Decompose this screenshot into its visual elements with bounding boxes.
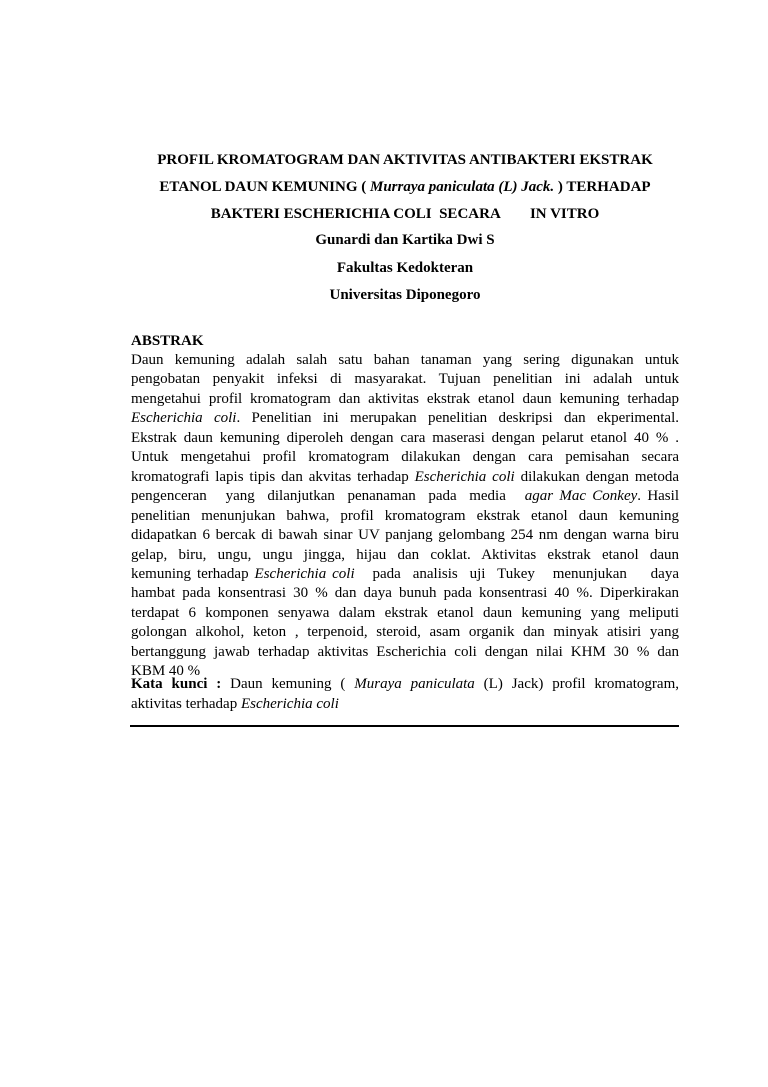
keywords-text: (L) Jack) profil kromatogram, bbox=[474, 676, 679, 692]
abstract-line bbox=[131, 409, 679, 428]
title-line-2 bbox=[100, 174, 710, 201]
title-line-2-post: ) TERHADAP bbox=[554, 179, 651, 195]
abstract-line: hambat pada konsentrasi 30 % dan daya bunuh pada konsentrasi 40 %. Diperkirakan bbox=[131, 585, 679, 602]
keywords-text: Daun kemuning ( bbox=[221, 676, 355, 692]
abstract-line bbox=[131, 468, 679, 487]
paper-title bbox=[100, 147, 710, 228]
abstract-line: didapatkan 6 bercak di bawah sinar UV panjang gelombang 254 nm dengan warna biru bbox=[131, 527, 679, 544]
species-name: Muraya paniculata bbox=[354, 676, 475, 692]
title-line-3: BAKTERI ESCHERICHIA COLI SECARA IN VITRO bbox=[210, 206, 600, 222]
abstract-line: golongan alkohol, keton , terpenoid, steroid, asam organik dan minyak atisiri yang bbox=[131, 624, 679, 641]
abstract-body bbox=[131, 351, 679, 682]
abstract-line: KBM 40 % bbox=[131, 663, 201, 680]
authors: Gunardi dan Kartika Dwi S bbox=[315, 232, 495, 248]
abstract-line: penelitian menunjukan bahwa, profil kromatogram ekstrak etanol daun kemuning bbox=[131, 507, 679, 524]
abstract-line: bertanggung jawab terhadap aktivitas Escherichia coli dengan nilai KHM 30 % dan bbox=[131, 643, 679, 660]
keywords-line bbox=[131, 695, 679, 715]
abstract-text: kemuning terhadap bbox=[131, 565, 255, 582]
section-divider bbox=[130, 725, 679, 727]
abstract-line: Ekstrak daun kemuning diperoleh dengan cara maserasi dengan pelarut etanol 40 % . bbox=[131, 429, 679, 446]
abstract-line: Daun kemuning adalah salah satu bahan tanaman yang sering digunakan untuk bbox=[131, 352, 679, 368]
abstract-line: Untuk mengetahui profil kromatogram dilakukan dengan cara pemisahan secara bbox=[131, 449, 679, 466]
abstract-text: . Hasil bbox=[637, 488, 679, 505]
title-line-1: PROFIL KROMATOGRAM DAN AKTIVITAS ANTIBAKTERI EKSTRAK bbox=[157, 152, 653, 168]
abstract-line bbox=[131, 487, 679, 506]
author-block bbox=[100, 227, 710, 310]
species-name: Escherichia coli bbox=[131, 410, 237, 427]
abstract-line bbox=[131, 565, 679, 584]
media-name: agar Mac Conkey bbox=[524, 488, 638, 505]
abstract-text: pada analisis uji Tukey menunjukan daya bbox=[354, 565, 679, 582]
abstract-text: pengenceran yang dilanjutkan penanaman pada media bbox=[131, 488, 525, 505]
abstract-line: terdapat 6 komponen senyawa dalam ekstrak etanol daun kemuning yang meliputi bbox=[131, 604, 679, 621]
species-name: Escherichia coli bbox=[414, 468, 515, 485]
species-name: Escherichia coli bbox=[254, 565, 355, 582]
keywords-label: Kata kunci : bbox=[131, 676, 222, 692]
faculty: Fakultas Kedokteran bbox=[336, 259, 474, 276]
keywords bbox=[131, 675, 679, 714]
keywords-text: aktivitas terhadap bbox=[131, 695, 241, 712]
title-line-2-pre: ETANOL DAUN KEMUNING ( bbox=[159, 179, 370, 195]
abstract-text: dilakukan dengan metoda bbox=[514, 468, 679, 485]
abstract-text: . Penelitian ini merupakan penelitian deskripsi dan ekperimental. bbox=[236, 410, 679, 427]
abstract-heading: ABSTRAK bbox=[131, 333, 204, 349]
abstract-text: kromatografi lapis tipis dan akvitas terhadap bbox=[131, 468, 415, 485]
abstract-line: mengetahui profil kromatogram dan aktivitas ekstrak etanol daun kemuning terhadap bbox=[131, 390, 679, 407]
abstract-line: gelap, biru, ungu, ungu jingga, hijau dan coklat. Aktivitas ekstrak etanol daun bbox=[131, 546, 679, 563]
university: Universitas Diponegoro bbox=[329, 287, 481, 303]
keywords-line bbox=[131, 675, 679, 695]
species-name: Murraya paniculata (L) Jack. bbox=[370, 179, 555, 195]
abstract-line: pengobatan penyakit infeksi di masyarakat. Tujuan penelitian ini adalah untuk bbox=[131, 371, 679, 388]
species-name: Escherichia coli bbox=[240, 695, 339, 712]
